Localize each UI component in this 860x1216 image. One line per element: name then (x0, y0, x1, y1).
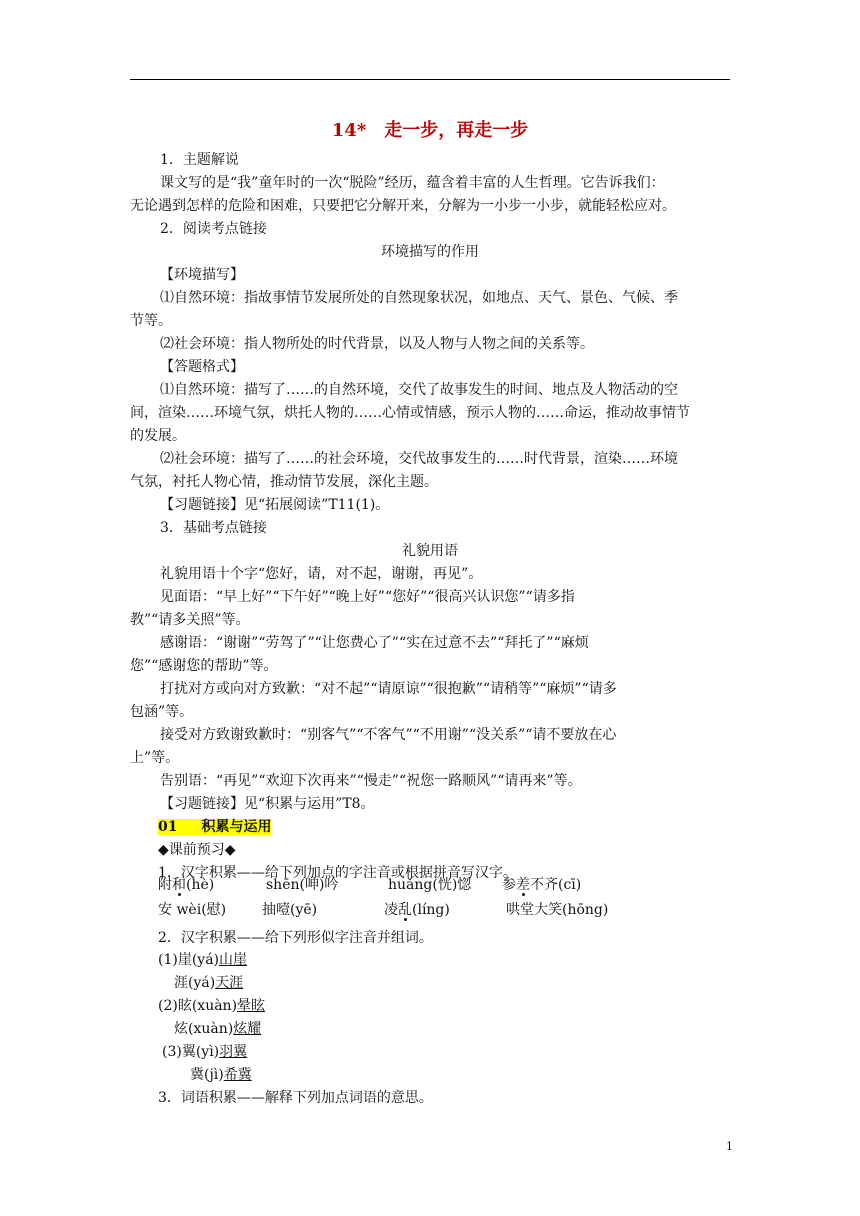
heading-basic: 3．基础考点链接 (160, 520, 267, 536)
paragraph-line: 打扰对方或向对方致歉：“对不起”“请原谅”“很抱歉”“请稍等”“麻烦”“请多 (160, 681, 617, 697)
paragraph-line: 无论遇到怎样的危险和困难，只要把它分解开来，分解为一小步一小步，就能轻松应对。 (130, 198, 676, 214)
paragraph-line: 上”等。 (130, 750, 180, 766)
section-label: 积累与运用 (201, 819, 272, 835)
pinyin-item: 凌乱(líng) (384, 902, 450, 918)
question-3: 3．词语积累——解释下列加点词语的意思。 (158, 1090, 433, 1106)
paragraph-line: ⑵社会环境：描写了……的社会环境，交代故事发生的……时代背景，渲染……环境 (160, 451, 678, 467)
similar-char-item: (1)崖(yá)山崖 (158, 952, 248, 968)
pinyin-item: 安 wèi(慰) (158, 902, 227, 918)
pinyin-item: shēn(呻)吟 (266, 877, 339, 893)
paragraph-line: ⑵社会环境：指人物所处的时代背景，以及人物与人物之间的关系等。 (160, 336, 594, 352)
header-rule (130, 79, 730, 80)
paragraph-line: 节等。 (130, 313, 172, 329)
heading-theme: 1．主题解说 (160, 152, 239, 168)
pinyin-item: 抽噎(yē) (262, 902, 318, 918)
paragraph-line: 您”“感谢您的帮助”等。 (130, 658, 278, 674)
section-number: 01 (158, 819, 178, 835)
paragraph-line: 告别语：“再见”“欢迎下次再来”“慢走”“祝您一路顺风”“请再来”等。 (160, 773, 582, 789)
paragraph-line: 气氛，衬托人物心情，推动情节发展，深化主题。 (130, 474, 438, 490)
similar-char-item: 冀(jì)希冀 (190, 1067, 252, 1083)
heading-reading: 2．阅读考点链接 (160, 221, 267, 237)
question-2: 2．汉字积累——给下列形似字注音并组词。 (158, 930, 433, 946)
similar-char-item: (2)眩(xuàn)晕眩 (158, 998, 266, 1014)
paragraph-line: 包涵”等。 (130, 704, 194, 720)
exercise-link: 【习题链接】见“拓展阅读”T11(1)。 (160, 497, 390, 513)
subheading-polite: 礼貌用语 (402, 543, 458, 559)
paragraph-line: 课文写的是“我”童年时的一次“脱险”经历，蕴含着丰富的人生哲理。它告诉我们： (160, 175, 665, 191)
exercise-link: 【习题链接】见“积累与运用”T8。 (160, 796, 375, 812)
page-title: 14* 走一步，再走一步 (331, 120, 529, 141)
paragraph-line: 的发展。 (130, 428, 186, 444)
similar-char-item: 炫(xuàn)炫耀 (174, 1021, 262, 1037)
bracket-heading: 【答题格式】 (160, 359, 244, 375)
similar-char-item: (3)翼(yì)羽翼 (162, 1044, 248, 1060)
paragraph-line: ⑴自然环境：指故事情节发展所处的自然现象状况，如地点、天气、景色、气候、季 (160, 290, 678, 306)
similar-char-item: 涯(yá)天涯 (174, 975, 244, 991)
paragraph-line: ⑴自然环境：描写了……的自然环境，交代了故事发生的时间、地点及人物活动的空 (160, 382, 678, 398)
paragraph-line: 教”“请多关照”等。 (130, 612, 250, 628)
paragraph-line: 感谢语：“谢谢”“劳驾了”“让您费心了”“实在过意不去”“拜托了”“麻烦 (160, 635, 589, 651)
subheading-env: 环境描写的作用 (381, 244, 479, 260)
paragraph-line: 见面语：“早上好”“下午好”“晚上好”“您好”“很高兴认识您”“请多指 (160, 589, 575, 605)
page-number: 1 (726, 1140, 733, 1153)
section-banner (158, 817, 271, 837)
pinyin-item: huǎng(恍)惚 (388, 877, 472, 893)
paragraph-line: 礼貌用语十个字“您好，请，对不起，谢谢，再见”。 (160, 566, 483, 582)
pinyin-item: 附和(hè) (158, 877, 215, 893)
question-1: 1．汉字积累——给下列加点的字注音或根据拼音写汉字。 (158, 865, 517, 881)
paragraph-line: 接受对方致谢致歉时：“别客气”“不客气”“不用谢”“没关系”“请不要放在心 (160, 727, 617, 743)
pinyin-item: 参差不齐(cī) (502, 877, 582, 893)
pinyin-item: 哄堂大笑(hōng) (506, 902, 609, 918)
paragraph-line: 间，渲染……环境气氛，烘托人物的……心情或情感，预示人物的……命运，推动故事情节 (130, 405, 690, 421)
bracket-heading: 【环境描写】 (160, 267, 244, 283)
preview-heading: ◆课前预习◆ (158, 842, 236, 858)
